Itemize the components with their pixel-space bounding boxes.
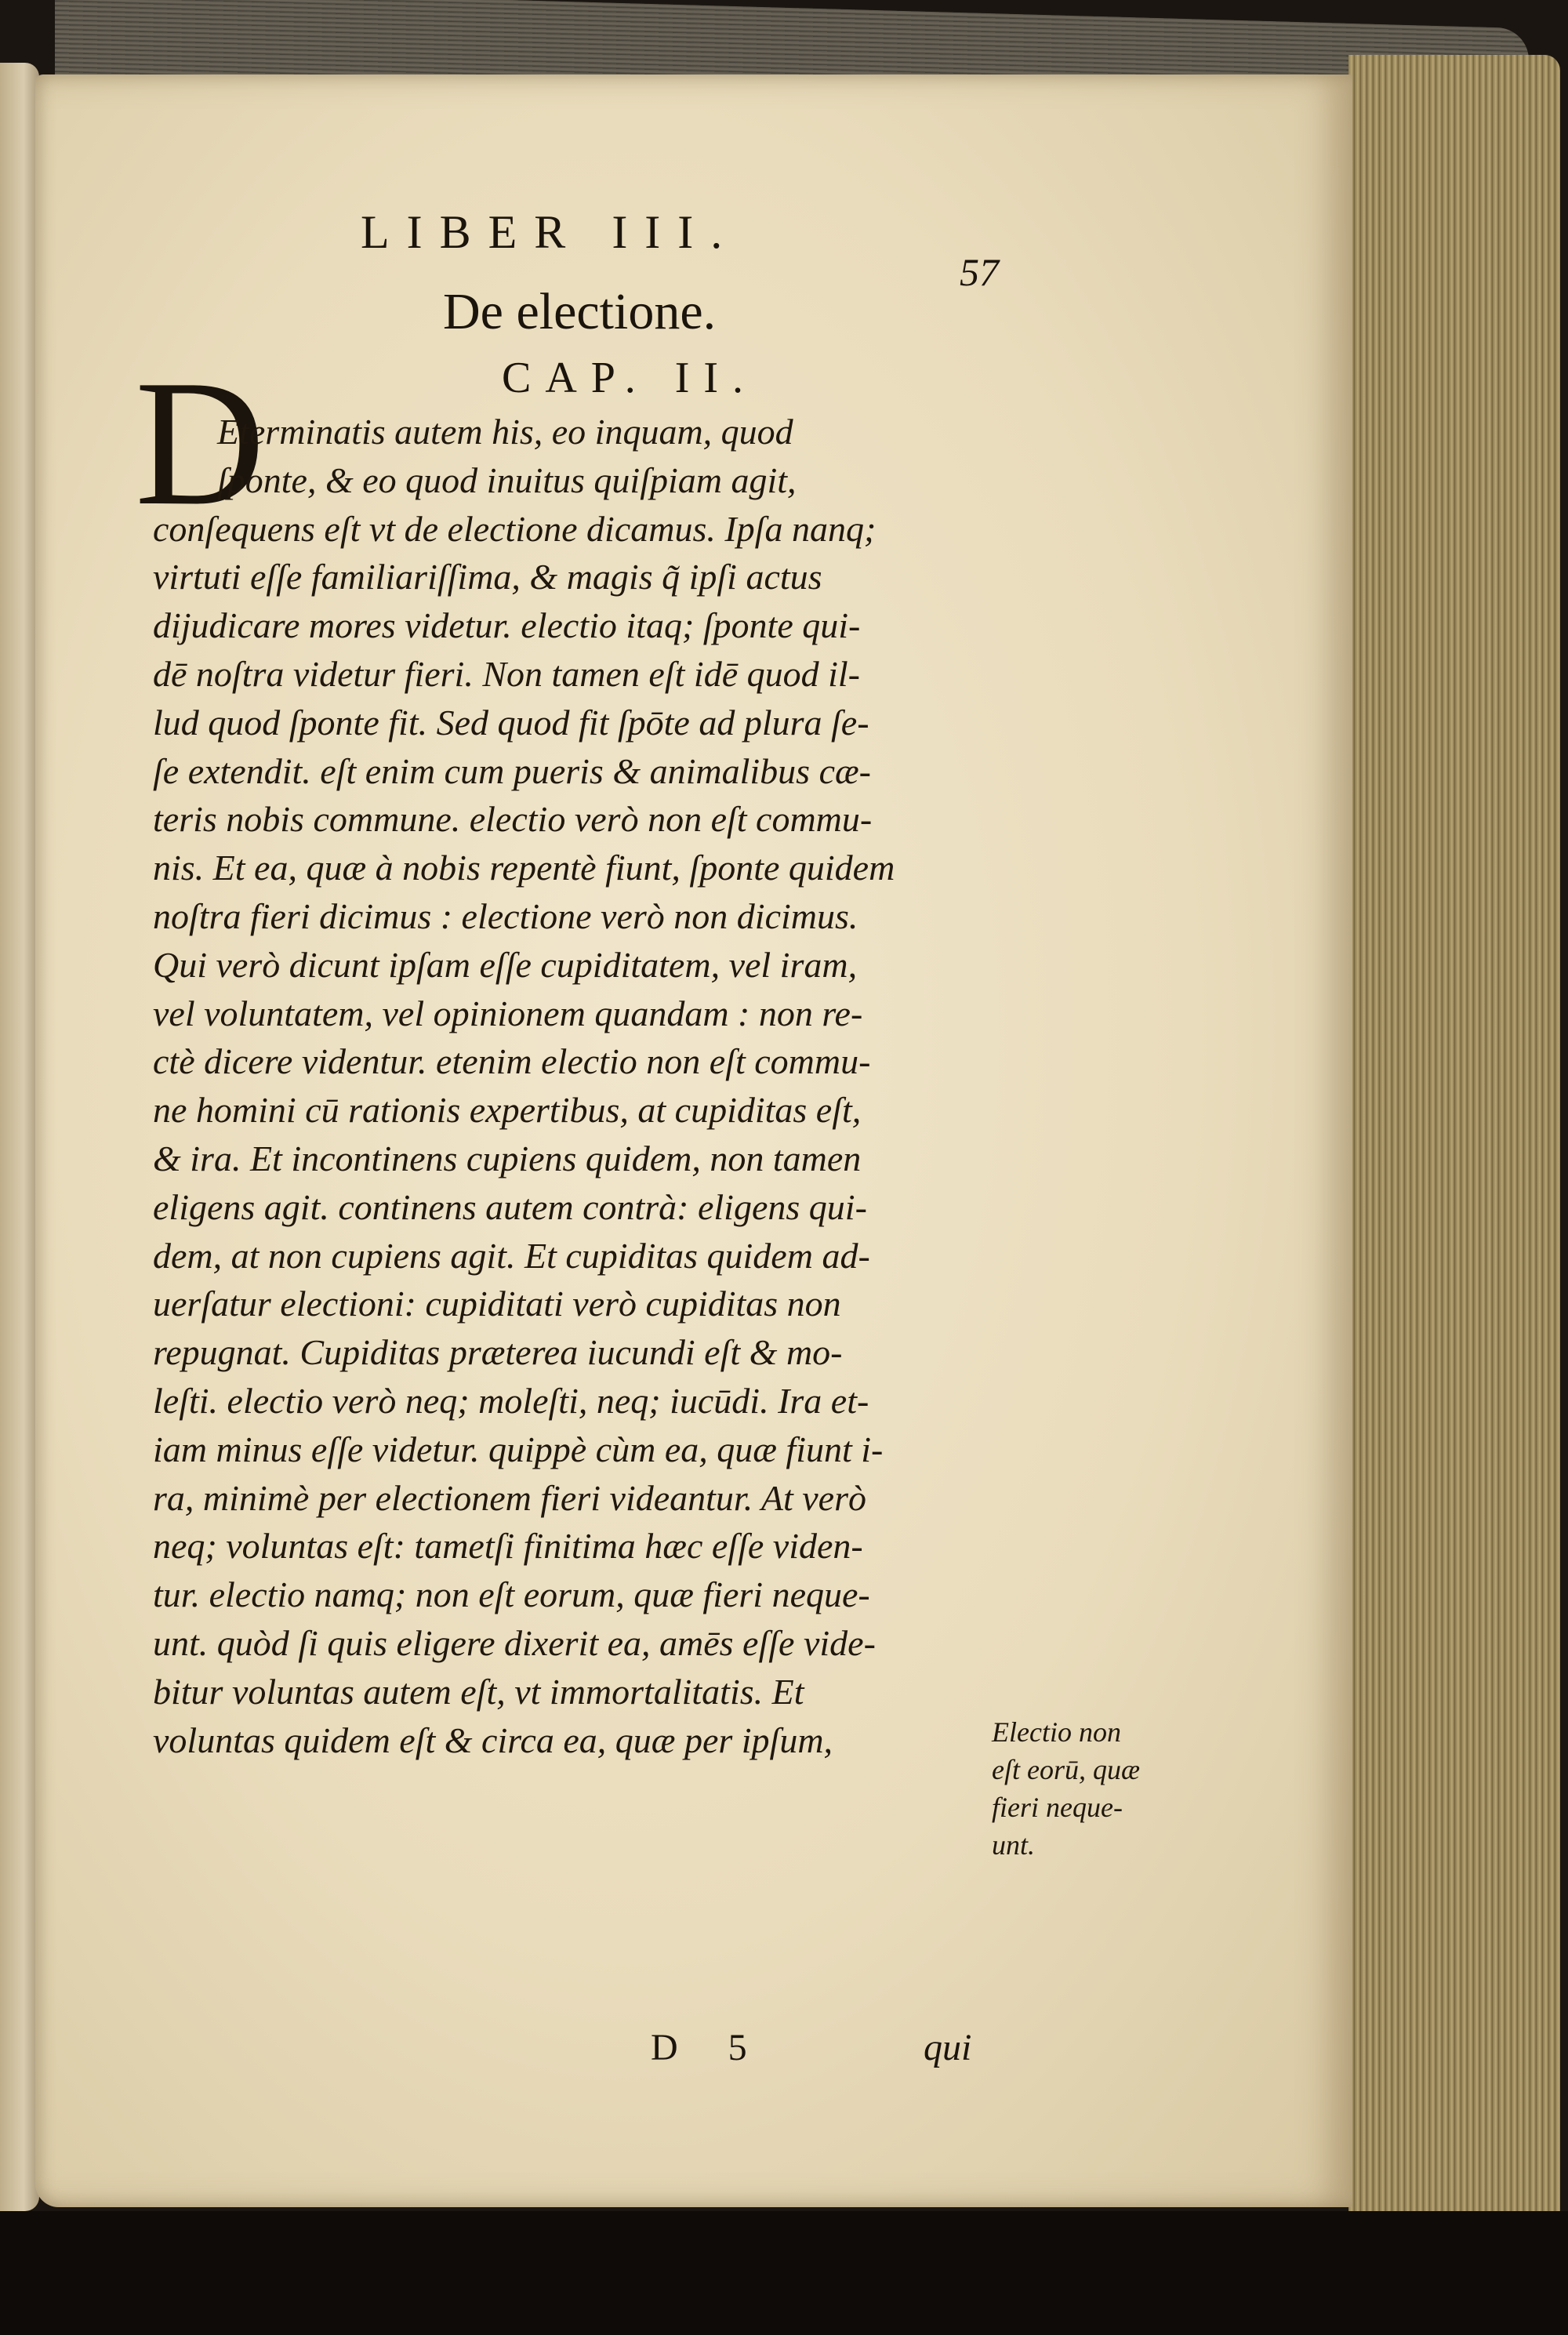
section-title: De electione. <box>443 283 717 340</box>
text-line: neq; voluntas eſt: tametſi finitima hæc eſſe viden- <box>153 1526 863 1567</box>
text-line: Eterminatis autem his, eo inquam, quod <box>217 412 793 452</box>
text-line: voluntas quidem eſt & circa ea, quæ per ipſum, <box>153 1719 833 1760</box>
text-line: lud quod ſponte fit. Sed quod fit ſpōte ad plura ſe- <box>153 702 869 743</box>
facing-page-edge <box>0 63 39 2211</box>
text-line: iam minus eſſe videtur. quippè cùm ea, quæ fiunt i- <box>153 1429 884 1469</box>
running-head: LIBER III. <box>361 206 740 258</box>
text-line: eligens agit. continens autem contrà: eligens qui- <box>153 1186 867 1227</box>
text-line: ſe extendit. eſt enim cum pueris & animalibus cæ- <box>153 750 871 791</box>
text-line: teris nobis commune. electio verò non eſt commu- <box>153 799 873 840</box>
page-number: 57 <box>960 250 999 294</box>
margin-note <box>992 1713 1196 1864</box>
text-line: bitur voluntas autem eſt, vt immortalitatis. Et <box>153 1671 804 1712</box>
signature-mark: D 5 <box>651 2027 768 2068</box>
text-line: unt. quòd ſi quis eligere dixerit ea, amēs eſſe vide- <box>153 1622 876 1663</box>
margin-note-line: unt. <box>992 1829 1036 1861</box>
margin-note-line: Electio non <box>992 1716 1121 1748</box>
text-line: tur. electio namq; non eſt eorum, quæ fieri neque- <box>153 1574 870 1615</box>
text-line: leſti. electio verò neq; moleſti, neq; iucūdi. Ira et- <box>153 1380 869 1421</box>
bottom-shadow <box>0 2211 1568 2335</box>
body-text <box>153 408 1007 1764</box>
text-line: ra, minimè per electionem fieri videantur. At verò <box>153 1477 867 1518</box>
text-line: & ira. Et incontinens cupiens quidem, non tamen <box>153 1138 862 1178</box>
text-line: dijudicare mores videtur. electio itaq; ſponte qui- <box>153 605 861 646</box>
text-line: nis. Et ea, quæ à nobis repentè fiunt, ſponte quidem <box>153 848 895 888</box>
text-line: virtuti eſſe familiariſſima, & magis q̃ ipſi actus <box>153 557 822 597</box>
text-line: ſponte, & eo quod inuitus quiſpiam agit, <box>217 459 797 500</box>
text-line: repugnat. Cupiditas præterea iucundi eſt & mo- <box>153 1332 843 1373</box>
text-line: dē noſtra videtur fieri. Non tamen eſt idē quod il- <box>153 653 860 694</box>
text-line: noſtra fieri dicimus : electione verò non dicimus. <box>153 895 858 936</box>
text-line: Qui verò dicunt ipſam eſſe cupiditatem, vel iram, <box>153 944 858 985</box>
text-line: ctè dicere videntur. etenim electio non eſt commu- <box>153 1041 871 1082</box>
page-block-edge <box>1348 55 1560 2250</box>
chapter-heading: CAP. II. <box>502 354 758 402</box>
margin-note-line: fieri neque- <box>992 1792 1123 1823</box>
text-line: ne homini cū rationis expertibus, at cupiditas eſt, <box>153 1090 862 1131</box>
text-line: conſequens eſt vt de electione dicamus. Ipſa nanq; <box>153 508 877 549</box>
drop-cap: D <box>135 343 266 543</box>
catchword: qui <box>924 2027 972 2068</box>
margin-note-line: eſt eorū, quæ <box>992 1754 1140 1785</box>
text-line: dem, at non cupiens agit. Et cupiditas quidem ad- <box>153 1235 870 1276</box>
text-line: uerſatur electioni: cupiditati verò cupiditas non <box>153 1284 841 1324</box>
text-line: vel voluntatem, vel opinionem quandam : non re- <box>153 993 863 1033</box>
